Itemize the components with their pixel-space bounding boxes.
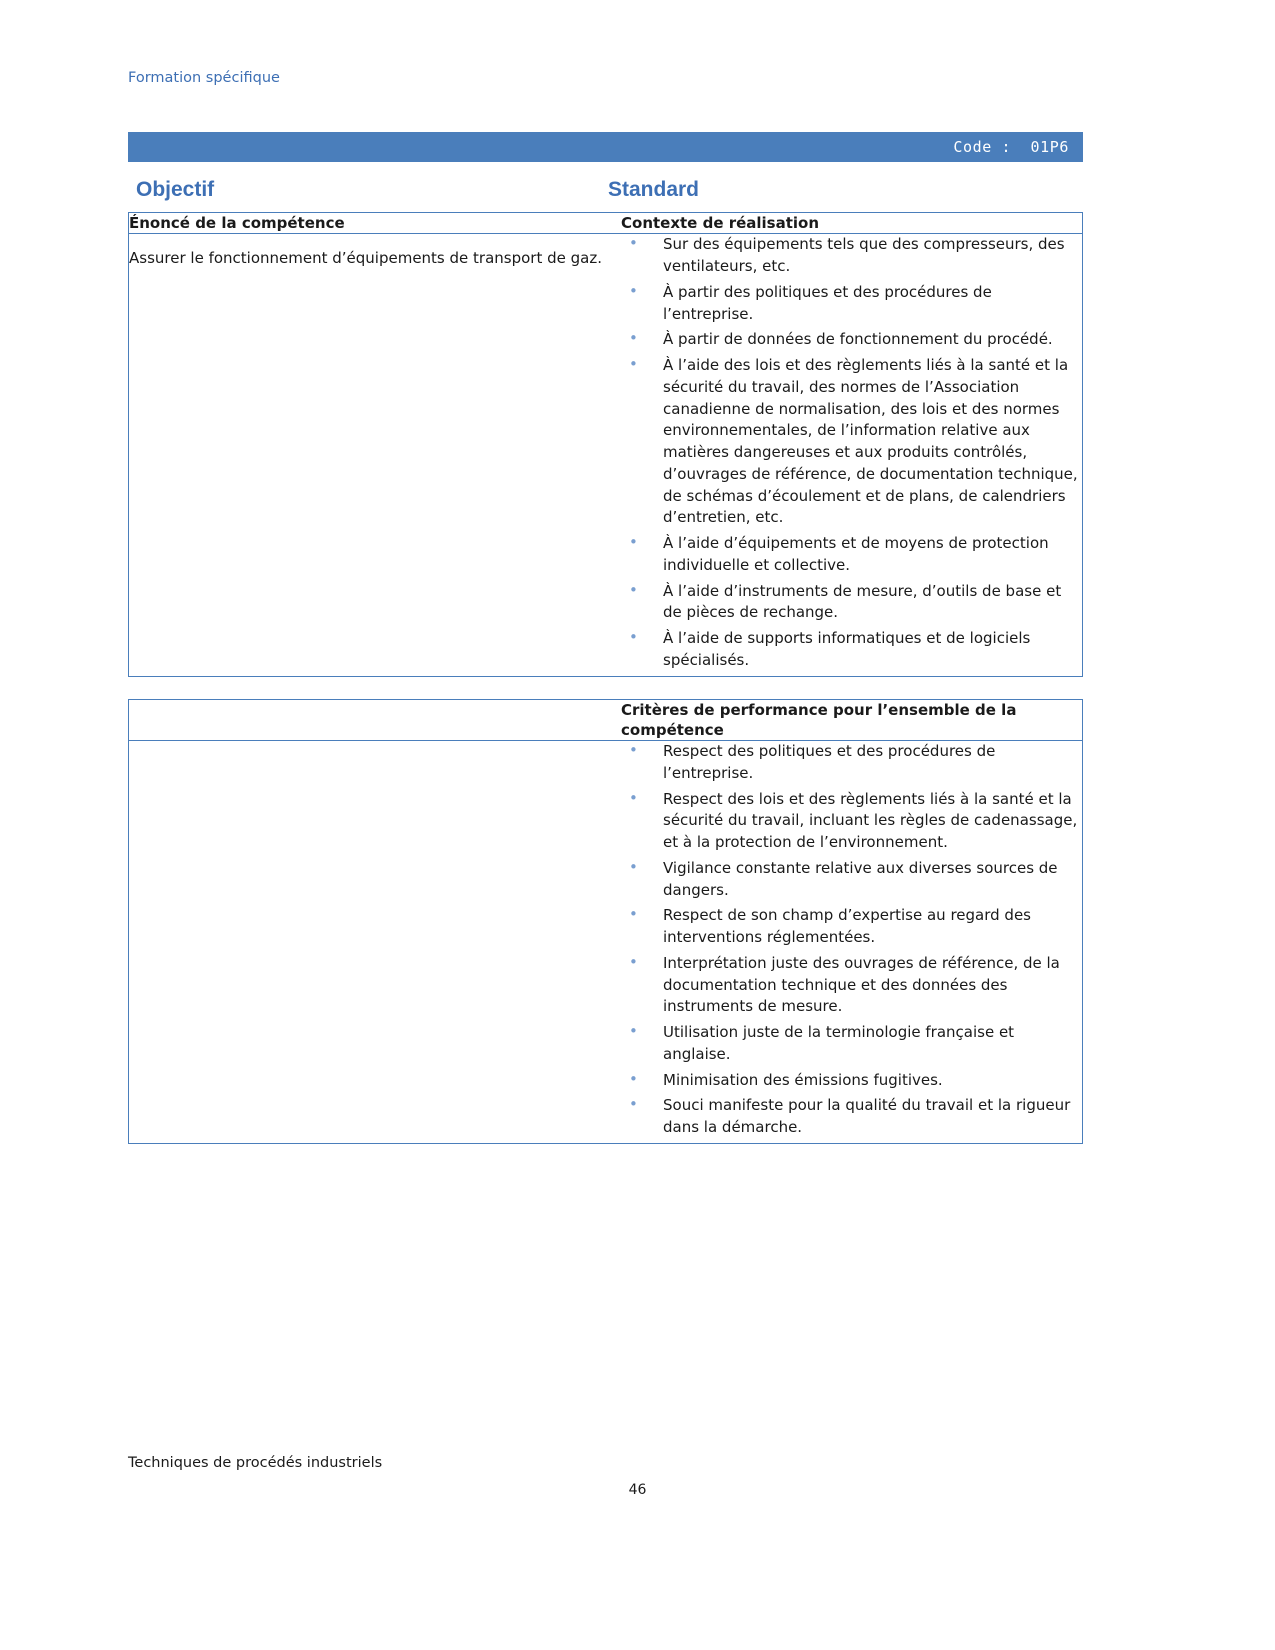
list-item: • À l’aide d’équipements et de moyens de protection individuelle et collective. — [621, 533, 1082, 577]
list-item: • À l’aide de supports informatiques et de logiciels spécialisés. — [621, 628, 1082, 672]
list-item: • Utilisation juste de la terminologie française et anglaise. — [621, 1022, 1082, 1066]
list-item: • À partir des politiques et des procédures de l’entreprise. — [621, 282, 1082, 326]
criteres-performance-list — [609, 741, 1083, 1144]
code-bar — [128, 132, 1083, 162]
header-criteres-performance: Critères de performance pour l’ensemble de la compétence — [609, 699, 1083, 741]
table-header-row — [129, 699, 1083, 741]
criteres-header-left-empty — [129, 699, 610, 741]
contexte-bullets — [621, 234, 1082, 671]
title-standard: Standard — [608, 178, 700, 201]
code-label: Code : — [953, 138, 1012, 156]
criteres-left-empty — [129, 741, 610, 1144]
list-item: • À l’aide d’instruments de mesure, d’outils de base et de pièces de rechange. — [621, 581, 1082, 625]
header-contexte-realisation: Contexte de réalisation — [609, 213, 1083, 234]
list-item: • À l’aide des lois et des règlements liés à la santé et la sécurité du travail, des normes de l’Association canadienne de normalisation, des lois et des normes environnementales, de l’information relative aux matières dangereuses et aux produits contrôlés, d’ouvrages de référence, de documentation technique, de schémas d’écoulement et de plans, de calendriers d’entretien, etc. — [621, 355, 1082, 529]
column-titles — [128, 178, 1083, 202]
table-body-row — [129, 234, 1083, 676]
list-item: • À partir de données de fonctionnement du procédé. — [621, 329, 1082, 351]
list-item: • Minimisation des émissions fugitives. — [621, 1070, 1082, 1092]
list-item: • Interprétation juste des ouvrages de référence, de la documentation technique et des données des instruments de mesure. — [621, 953, 1082, 1018]
list-item: • Vigilance constante relative aux diverses sources de dangers. — [621, 858, 1082, 902]
table-header-row — [129, 213, 1083, 234]
criteres-bullets — [621, 741, 1082, 1139]
list-item: • Souci manifeste pour la qualité du travail et la rigueur dans la démarche. — [621, 1095, 1082, 1139]
table-body-row — [129, 741, 1083, 1144]
contexte-realisation-list — [609, 234, 1083, 676]
section-header-note: Formation spécifique — [128, 70, 280, 86]
footer-page-number: 46 — [628, 1482, 647, 1498]
competence-table — [128, 212, 1083, 677]
enonce-competence-text: Assurer le fonctionnement d’équipements de transport de gaz. — [129, 249, 602, 268]
list-item: • Respect des lois et des règlements liés à la santé et la sécurité du travail, incluant les règles de cadenassage, et à la protection de l’environnement. — [621, 789, 1082, 854]
footer-program-name: Techniques de procédés industriels — [128, 1455, 383, 1471]
criteres-table — [128, 699, 1083, 1144]
code-value: 01P6 — [1030, 138, 1069, 156]
list-item: • Sur des équipements tels que des compresseurs, des ventilateurs, etc. — [621, 234, 1082, 278]
page-content — [128, 132, 1083, 1144]
list-item: • Respect de son champ d’expertise au regard des interventions réglementées. — [621, 905, 1082, 949]
list-item: • Respect des politiques et des procédures de l’entreprise. — [621, 741, 1082, 785]
table-gap — [128, 677, 1083, 699]
title-objectif: Objectif — [136, 178, 215, 201]
header-enonce-competence: Énoncé de la compétence — [129, 213, 610, 234]
code-text — [953, 138, 1069, 156]
